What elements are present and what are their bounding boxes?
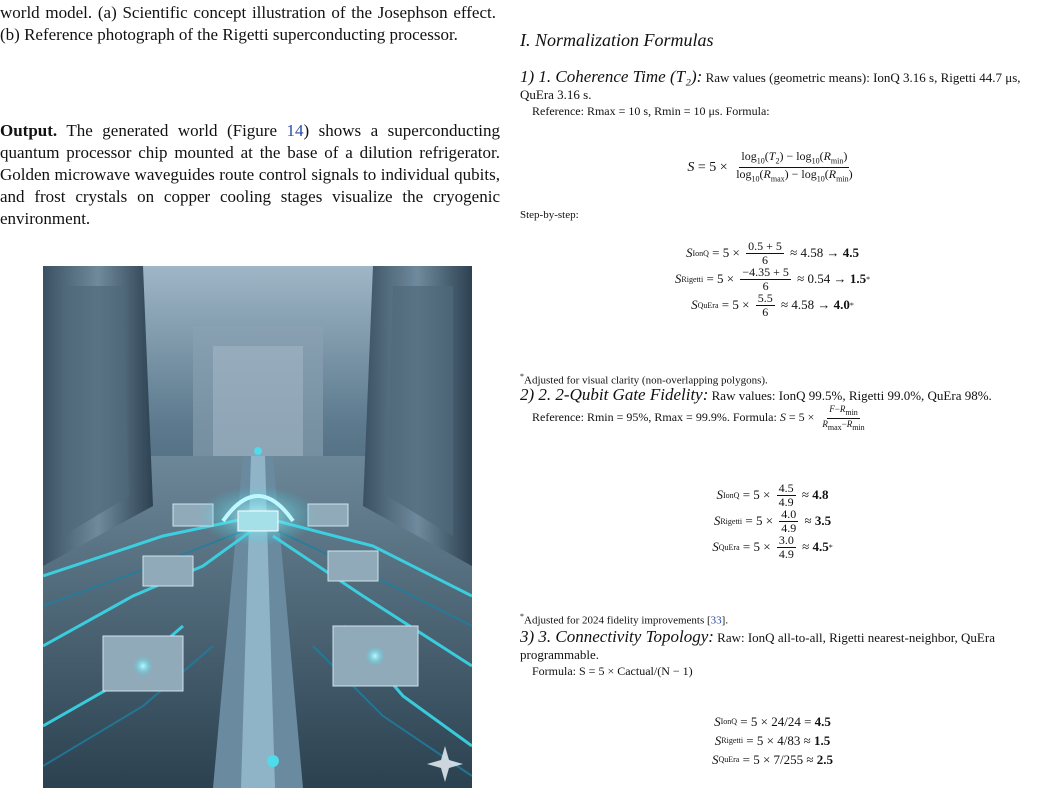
- rounded-score: 2.5: [816, 751, 834, 767]
- equals-sign: = 5 ×: [739, 539, 774, 554]
- coherence-formula: S = 5 × $\frac{\log_{10}(T_2) - \log_{10}(R_{min})}{\log_{10}(R_{max}) - \log_{10}(R_{min})}$: [687, 149, 853, 184]
- fraction-numerator: 3.0: [778, 532, 794, 547]
- fidelity-footnote-text-2: ].: [721, 614, 729, 627]
- equals-sign: = 5 ×: [739, 487, 774, 502]
- expression: = 5 × 4/83 ≈: [743, 732, 814, 748]
- fraction-denominator: 4.9: [781, 520, 797, 535]
- fraction-numerator: 0.5 + 5: [748, 238, 782, 253]
- rounded-score: 4.5: [842, 245, 860, 260]
- approx-value: ≈ 4.58 →: [786, 245, 843, 260]
- fraction: [740, 266, 791, 293]
- score-subscript: QuEra: [718, 755, 740, 764]
- fraction: [746, 240, 784, 267]
- equation-row: [520, 240, 1025, 266]
- output-paragraph: [0, 120, 500, 230]
- subsection-fidelity: [520, 386, 1025, 433]
- rounded-score: 3.5: [814, 513, 832, 528]
- subsection-connectivity: [520, 628, 1025, 679]
- approx-value: ≈ 0.54 →: [793, 271, 850, 286]
- fidelity-footnote: *Adjusted for 2024 fidelity improvements [33].: [520, 612, 729, 627]
- equation-row: [520, 266, 1025, 292]
- score-symbol: S: [713, 513, 721, 528]
- rounded-score: 1.5: [849, 271, 867, 286]
- fraction-denominator: 4.9: [778, 546, 794, 561]
- score-subscript: QuEra: [697, 300, 719, 310]
- rounded-score: 4.0: [833, 297, 850, 312]
- subsection-connectivity-formula: Formula: S = 5 × Cactual/(N − 1): [532, 664, 693, 678]
- subsection-coherence: [520, 68, 1025, 119]
- equals-sign: = 5 ×: [703, 271, 738, 286]
- score-symbol: S: [711, 751, 719, 767]
- approx-sign: ≈: [798, 487, 813, 502]
- score-symbol: S: [685, 245, 693, 260]
- fraction-numerator: 4.0: [781, 506, 797, 521]
- right-column: [520, 0, 1025, 794]
- score-symbol: S: [691, 297, 698, 312]
- figure-caption: world model. (a) Scientific concept illustration of the Josephson effect. (b) Reference photograph of the Rigetti superconducting processor.: [0, 3, 496, 44]
- footnote-marker: *: [849, 300, 854, 310]
- fidelity-ref-text: Reference: Rmin = 95%, Rmax = 99.9%. Formula:: [532, 410, 777, 425]
- equals-sign: = 5 ×: [718, 297, 753, 312]
- rounded-score: 4.8: [812, 487, 829, 502]
- fraction-numerator: 4.5: [778, 480, 794, 495]
- fraction: [756, 292, 775, 319]
- score-symbol: S: [716, 487, 723, 502]
- coherence-footnote-text: Adjusted for visual clarity (non-overlapping polygons).: [524, 374, 768, 387]
- score-symbol: S: [714, 713, 721, 729]
- subsection-coherence-ref: Reference: Rmax = 10 s, Rmin = 10 μs. Formula:: [532, 104, 770, 118]
- equation-row: [520, 534, 1025, 560]
- fraction: [777, 534, 796, 561]
- fraction: [777, 482, 796, 509]
- figure-reference-link[interactable]: 14: [286, 121, 304, 140]
- score-symbol: S: [674, 271, 682, 286]
- score-subscript: Rigetti: [681, 274, 704, 284]
- score-subscript: IonQ: [720, 717, 738, 726]
- rounded-score: 4.5: [812, 539, 829, 554]
- equation-row: [520, 508, 1025, 534]
- coherence-footnote: *Adjusted for visual clarity (non-overlapping polygons).: [520, 372, 768, 387]
- approx-sign: ≈: [801, 513, 815, 528]
- equals-sign: = 5 ×: [708, 245, 744, 260]
- fraction-denominator: 6: [762, 304, 769, 319]
- score-subscript: Rigetti: [720, 516, 743, 526]
- generated-world-image: [43, 266, 472, 788]
- equation-row: [520, 292, 1025, 318]
- approx-sign: ≈: [798, 539, 813, 554]
- rounded-score: 1.5: [813, 732, 831, 748]
- fraction-denominator: 4.9: [778, 494, 794, 509]
- score-subscript: Rigetti: [721, 736, 744, 745]
- subsection-fidelity-text: Raw values: IonQ 99.5%, Rigetti 99.0%, QuEra 98%.: [711, 388, 992, 403]
- score-subscript: IonQ: [692, 248, 709, 258]
- output-text-2: ) shows a superconducting quantum processor chip mounted at the base of a dilution refrigerator. Golden microwave waveguides route control signals to individual qubits, and frost crystals on copper cooling stages visualize the cryogenic environment.: [0, 121, 501, 228]
- subsection-fidelity-head: 2) 2. 2-Qubit Gate Fidelity:: [520, 385, 709, 404]
- section-title: I. Normalization Formulas: [520, 30, 714, 50]
- rounded-score: 4.5: [814, 713, 831, 729]
- footnote-marker: *: [828, 542, 833, 552]
- fraction: [779, 508, 798, 535]
- expression: = 5 × 7/255 ≈: [739, 751, 817, 767]
- output-text-1: The generated world (Figure: [66, 121, 278, 140]
- approx-value: ≈ 4.58 →: [777, 297, 834, 312]
- score-subscript: IonQ: [722, 490, 740, 500]
- score-symbol: S: [712, 539, 719, 554]
- expression: = 5 × 24/24 =: [737, 713, 815, 729]
- equals-sign: = 5 ×: [742, 513, 777, 528]
- score-subscript: QuEra: [718, 542, 740, 552]
- fraction-denominator: 6: [762, 278, 769, 293]
- citation-link-33[interactable]: 33: [710, 614, 722, 627]
- equation-row: [520, 712, 1025, 731]
- score-symbol: S: [714, 732, 722, 748]
- footnote-marker: *: [866, 274, 871, 284]
- step-by-step-label: Step-by-step:: [520, 209, 579, 221]
- fidelity-steps: [520, 482, 1025, 560]
- subsection-connectivity-text: Raw: IonQ all-to-all, Rigetti nearest-neighbor, QuEra programmable.: [520, 630, 995, 662]
- connectivity-steps: [520, 712, 1025, 769]
- left-column: [0, 0, 500, 794]
- output-lead: Output.: [0, 121, 58, 140]
- subsection-fidelity-ref: Reference: Rmin = 95%, Rmax = 99.9%. Formula: S = 5 × $\frac{F-R_{min}}{R_{max}-R_{min}}$: [532, 404, 865, 432]
- fraction-denominator: 6: [761, 252, 768, 267]
- subsection-connectivity-head: 3) 3. Connectivity Topology:: [520, 627, 714, 646]
- subsection-coherence-head: 1) 1. Coherence Time (T₂):: [520, 67, 703, 86]
- fraction-numerator: 5.5: [757, 290, 773, 305]
- equation-row: [520, 482, 1025, 508]
- subsection-coherence-text: Raw values (geometric means): IonQ 3.16 s, Rigetti 44.7 μs, QuEra 3.16 s.: [520, 70, 1021, 102]
- equation-row: [520, 731, 1025, 750]
- coherence-steps: [520, 240, 1025, 318]
- fraction-numerator: −4.35 + 5: [742, 264, 789, 279]
- equation-row: [520, 750, 1025, 769]
- fidelity-footnote-text-1: Adjusted for 2024 fidelity improvements [: [524, 614, 711, 627]
